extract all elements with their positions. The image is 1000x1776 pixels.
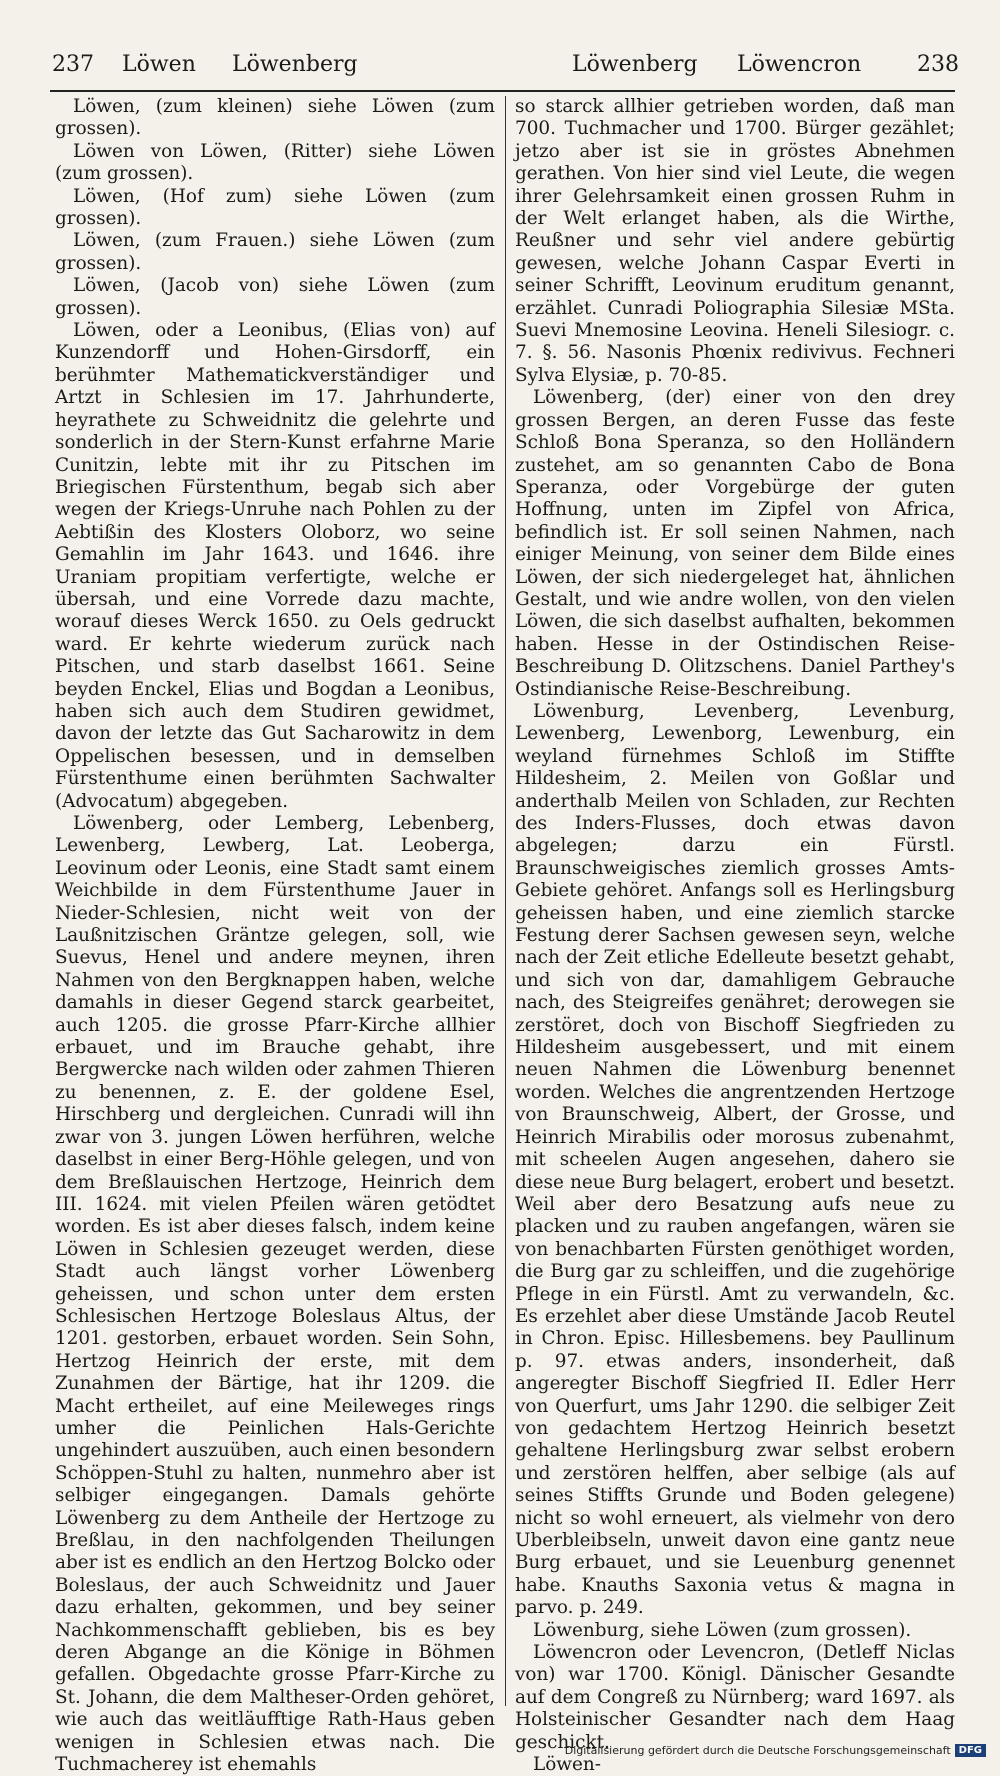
left-catchword-2: Löwenberg	[232, 52, 358, 77]
header-rule	[50, 90, 955, 92]
credit-text: Digitalisierung gefördert durch die Deutsche Forschungsgemeinschaft	[564, 1744, 951, 1757]
dictionary-entry: Löwenburg, siehe Löwen (zum grossen).	[533, 1619, 912, 1641]
right-catchword-1: Löwenberg	[572, 52, 698, 77]
dictionary-entry: Löwen von Löwen, (Ritter) siehe Löwen (zum grossen).	[55, 140, 495, 185]
digitization-credit	[565, 1744, 986, 1757]
dictionary-entry: Löwenberg, oder Lemberg, Lebenberg, Lewenberg, Lewberg, Lat. Leoberga, Leovinum oder Leonis, eine Stadt samt einem Weichbilde in dem Fürstenthume Jauer in Nieder-Schlesien, nicht weit von der Laußnitzischen Gräntze gelegen, soll, wie Suevus, Henel und andere meynen, ihren Nahmen von den Bergknappen haben, welche damahls in dieser Gegend starck gearbeitet, auch 1205. die grosse Pfarr-Kirche allhier erbauet, und im Brauche gehabt, ihre Bergwercke nach wilden oder zahmen Thieren zu benennen, z. E. der goldene Esel, Hirschberg und dergleichen. Cunradi will ihn zwar von 3. jungen Löwen herführen, welche daselbst in einer Berg-Höhle gelegen, und von dem Breßlauischen Hertzoge, Heinrich dem III. 1624. mit vielen Pfeilen wären getödtet worden. Es ist aber dieses falsch, indem keine Löwen in Schlesien gezeuget werden, diese Stadt auch längst vorher Löwenberg geheissen, und schon unter dem ersten Schlesischen Hertzoge Boleslaus Altus, der 1201. gestorben, erbauet worden. Sein Sohn, Hertzog Heinrich der erste, mit dem Zunahmen der Bärtige, hat ihr 1209. die Macht ertheilet, auf eine Meileweges rings umher die Peinlichen Hals-Gerichte ungehindert auszuüben, auch einen besondern Schöppen-Stuhl zu halten, nunmehro aber ist selbiger eingegangen. Damals gehörte Löwenberg zu dem Antheile der Hertzoge zu Breßlau, in den nachfolgenden Theilungen aber ist es endlich an den Hertzog Bolcko oder Boleslaus, der auch Schweidnitz und Jauer dazu erhalten, gekommen, und bey seiner Nachkommenschafft geblieben, bis es bey deren Abgange an die Könige in Böhmen gefallen. Obgedachte grosse Pfarr-Kirche zu St. Johann, die dem Maltheser-Orden gehöret, wie auch das weitläufftige Rath-Haus geben wenigen in Schlesien etwas nach. Die Tuchmacherey ist ehemahls	[55, 813, 495, 1776]
dictionary-entry: Löwen, (Hof zum) siehe Löwen (zum grossen).	[55, 185, 495, 230]
dictionary-entry: Löwenberg, (der) einer von den drey grossen Bergen, an deren Fusse das feste Schloß Bona Speranza, so den Holländern zustehet, am so genannten Cabo de Bona Speranza, oder Vorgebürge der guten Hoffnung, unten im Zipfel von Africa, befindlich ist. Er soll seinen Nahmen, nach einiger Meinung, von seiner dem Bilde eines Löwen, der sich niedergeleget hat, ähnlichen Gestalt, und wie andre wollen, von den vielen Löwen, die sich daselbst aufhalten, bekommen haben. Hesse in der Ostindischen Reise-Beschreibung D. Olitzschens. Daniel Parthey's Ostindianische Reise-Beschreibung.	[515, 387, 955, 700]
left-column	[55, 96, 495, 1776]
running-header	[52, 48, 959, 88]
dictionary-entry: Löwen, oder a Leonibus, (Elias von) auf Kunzendorff und Hohen-Girsdorff, ein berühmter Mathematickverständiger und Artzt in Schlesien im 17. Jahrhunderte, heyrathete zu Schweidnitz die gelehrte und sonderlich in der Stern-Kunst erfahrne Marie Cunitzin, lebte mit ihr zu Pitschen im Briegischen Fürstenthum, begab sich aber wegen der Kriegs-Unruhe nach Pohlen zu der Aebtißin des Klosters Oloborz, wo seine Gemahlin im Jahr 1643. und 1646. ihre Uraniam propitiam verfertigte, welche er übersah, und eine Vorrede dazu machte, worauf dieses Werck 1650. zu Oels gedruckt ward. Er kehrte wiederum zurück nach Pitschen, und starb daselbst 1661. Seine beyden Enckel, Elias und Bogdan a Leonibus, haben sich auch dem Studiren gewidmet, davon der letzte das Gut Sacharowitz in dem Oppelischen besessen, und in demselben Fürstenthume einen berühmten Sachwalter (Advocatum) abgegeben.	[55, 320, 495, 812]
dictionary-entry: Löwencron oder Levencron, (Detleff Niclas von) war 1700. Königl. Dänischer Gesandte auf dem Congreß zu Nürnberg; ward 1697. als Holsteinischer Gesandter nach dem Haag geschickt.	[515, 1642, 955, 1753]
dictionary-entry: Löwen, (zum Frauen.) siehe Löwen (zum grossen).	[55, 230, 495, 274]
right-catchword-2: Löwencron	[737, 52, 862, 77]
dictionary-entry: Löwen, (Jacob von) siehe Löwen (zum grossen).	[55, 275, 495, 319]
dictionary-entry: Löwen-	[533, 1754, 601, 1776]
dictionary-entry: Löwen, (zum kleinen) siehe Löwen (zum grossen).	[55, 96, 495, 140]
dictionary-entry: Löwenburg, Levenberg, Levenburg, Lewenberg, Lewenborg, Lewenburg, ein weyland fürnehmes Schloß im Stiffte Hildesheim, 2. Meilen von Goßlar und anderthalb Meilen von Schladen, zur Rechten des Inders-Flusses, doch etwas davon abgelegen; darzu ein Fürstl. Braunschweigisches ziemlich grosses Amts-Gebiete gehöret. Anfangs soll es Herlingsburg geheissen haben, und eine ziemlich starcke Festung derer Sachsen gewesen seyn, welche nach der Zeit etliche Edelleute besetzt gehabt, und sich von dar, damahligem Gebrauche nach, des Steigreifes genähret; derowegen sie zerstöret, doch von Bischoff Siegfrieden zu Hildesheim ausgebessert, und mit einem neuen Nahmen die Löwenburg benennet worden. Welches die angrentzenden Hertzoge von Braunschweig, Albert, der Grosse, und Heinrich Mirabilis oder morosus zubenahmt, mit scheelen Augen angesehen, dahero sie diese neue Burg belagert, erobert und besetzt. Weil aber dero Besatzung aufs neue zu placken und zu rauben angefangen, wären sie von benachbarten Fürsten genöthiget worden, die Burg gar zu schleiffen, und die zugehörige Pflege in ein Fürstl. Amt zu verwandeln, &c. Es erzehlet aber diese Umstände Jacob Reutel in Chron. Episc. Hillesbemens. bey Paullinum p. 97. etwas anders, insonderheit, daß angeregter Bischoff Siegfried II. Edler Herr von Querfurt, ums Jahr 1290. die selbiger Zeit von gedachtem Hertzog Heinrich besetzt gehaltene Herlingsburg zwar selbst erobern und zerstören helffen, aber selbige (als auf seines Stiffts Grunde und Boden gelegene) nicht so wohl erneuert, als vielmehr von dero Uberbleibseln, unweit davon eine gantz neue Burg erbauet, und sie Leuenburg genennet habe. Knauths Saxonia vetus & magna in parvo. p. 249.	[515, 700, 955, 1619]
left-catchword-1: Löwen	[122, 52, 196, 77]
left-page-number: 237	[52, 52, 94, 77]
dfg-logo: DFG	[955, 1744, 986, 1757]
dictionary-entry: so starck allhier getrieben worden, daß man 700. Tuchmacher und 1700. Bürger gezählet; jetzo aber ist sie in gröstes Abnehmen gerathen. Von hier sind viel Leute, die wegen ihrer Gelehrsamkeit einen grossen Ruhm in der Welt erlanget haben, als die Wirthe, Reußner und sehr viel andere gebürtig gewesen, welche Johann Caspar Everti in seiner Schrifft, Leovinum eruditum genannt, erzählet. Cunradi Poliographia Silesiæ MSta. Suevi Mnemosine Leovina. Heneli Silesiogr. c. 7. §. 56. Nasonis Phœnix redivivus. Fechneri Sylva Elysiæ, p. 70-85.	[515, 96, 955, 386]
column-divider	[505, 96, 506, 1706]
right-page-number: 238	[917, 52, 959, 77]
